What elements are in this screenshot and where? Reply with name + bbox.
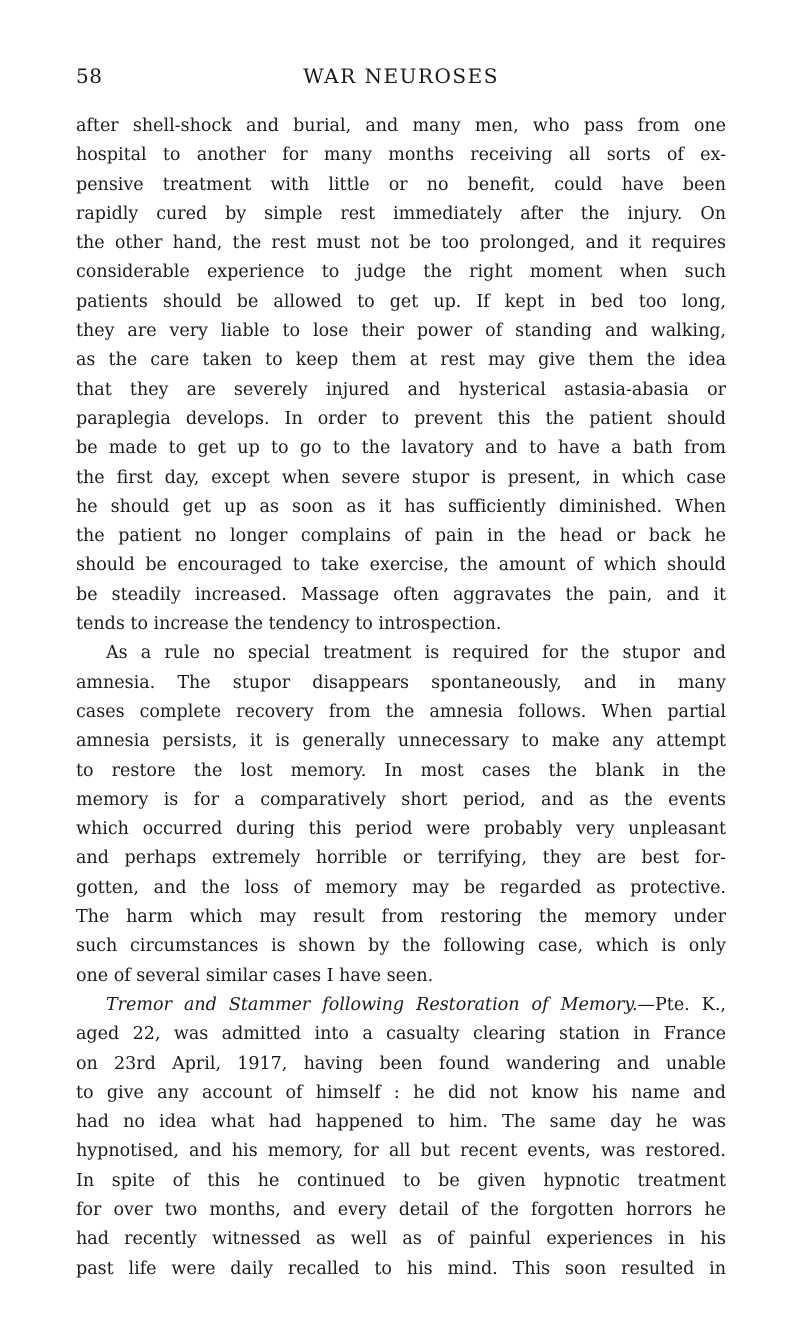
text-line: which occurred during this period were probably very unpleasant xyxy=(76,819,726,840)
text-line: The harm which may result from restoring the memory under xyxy=(76,907,726,928)
case-heading: Tremor and Stammer following Restoration of Memory. xyxy=(106,994,638,1015)
text-line: gotten, and the loss of memory may be regarded as protective. xyxy=(76,877,726,898)
text-line: considerable experience to judge the right moment when such xyxy=(76,262,726,283)
text-line: the other hand, the rest must not be too prolonged, and it requires xyxy=(76,233,726,254)
text-line: aged 22, was admitted into a casualty clearing station in France xyxy=(76,1024,726,1045)
text-line: on 23rd April, 1917, having been found wandering and unable xyxy=(76,1053,726,1074)
text-line: should be encouraged to take exercise, the amount of which should xyxy=(76,555,726,576)
paragraph-2 xyxy=(76,639,726,991)
page-number: 58 xyxy=(76,64,103,88)
text-line: and perhaps extremely horrible or terrifying, they are best for- xyxy=(76,848,726,869)
text-line: paraplegia develops. In order to prevent this the patient should xyxy=(76,408,726,429)
text-line: for over two months, and every detail of the forgotten horrors he xyxy=(76,1199,726,1220)
text-line: be steadily increased. Massage often aggravates the pain, and it xyxy=(76,584,726,605)
text-line: amnesia persists, it is generally unnecessary to make any attempt xyxy=(76,731,726,752)
text-line: the patient no longer complains of pain in the head or back he xyxy=(76,526,726,547)
text-line: tends to increase the tendency to introspection. xyxy=(76,614,502,635)
text-line: past life were daily recalled to his mind. This soon resulted in xyxy=(76,1258,726,1279)
body-text xyxy=(76,112,726,1284)
text-line: they are very liable to lose their power of standing and walking, xyxy=(76,321,726,342)
case-heading-line xyxy=(76,991,726,1020)
text-line: amnesia. The stupor disappears spontaneously, and in many xyxy=(76,672,726,693)
text-line: the first day, except when severe stupor is present, in which case xyxy=(76,467,726,488)
text-line: pensive treatment with little or no benefit, could have been xyxy=(76,174,726,195)
case-heading-rest: —Pte. K., xyxy=(637,994,726,1015)
text-line: that they are severely injured and hysterical astasia-abasia or xyxy=(76,379,726,400)
running-head xyxy=(76,64,726,94)
text-line: patients should be allowed to get up. If kept in bed too long, xyxy=(76,291,726,312)
text-line: In spite of this he continued to be given hypnotic treatment xyxy=(76,1170,726,1191)
paragraph-3 xyxy=(76,991,726,1284)
text-line: hypnotised, and his memory, for all but recent events, was restored. xyxy=(76,1141,726,1162)
text-line: such circumstances is shown by the following case, which is only xyxy=(76,936,726,957)
text-line: be made to get up to go to the lavatory and to have a bath from xyxy=(76,438,726,459)
text-line: rapidly cured by simple rest immediately after the injury. On xyxy=(76,203,726,224)
text-line: to restore the lost memory. In most cases the blank in the xyxy=(76,760,726,781)
text-line: after shell-shock and burial, and many men, who pass from one xyxy=(76,116,726,136)
text-line: had recently witnessed as well as of painful experiences in his xyxy=(76,1229,726,1250)
text-line: cases complete recovery from the amnesia follows. When partial xyxy=(76,701,726,722)
text-line: As a rule no special treatment is required for the stupor and xyxy=(106,643,726,664)
text-line: to give any account of himself : he did not know his name and xyxy=(76,1082,726,1103)
text-line: one of several similar cases I have seen. xyxy=(76,965,434,986)
paragraph-1 xyxy=(76,112,726,639)
text-line: memory is for a comparatively short period, and as the events xyxy=(76,789,726,810)
text-line: had no idea what had happened to him. The same day he was xyxy=(76,1112,726,1133)
running-title: WAR NEUROSES xyxy=(303,64,499,88)
text-line: he should get up as soon as it has sufficiently diminished. When xyxy=(76,496,726,517)
text-line: as the care taken to keep them at rest may give them the idea xyxy=(76,350,726,371)
text-line: hospital to another for many months receiving all sorts of ex- xyxy=(76,145,726,166)
